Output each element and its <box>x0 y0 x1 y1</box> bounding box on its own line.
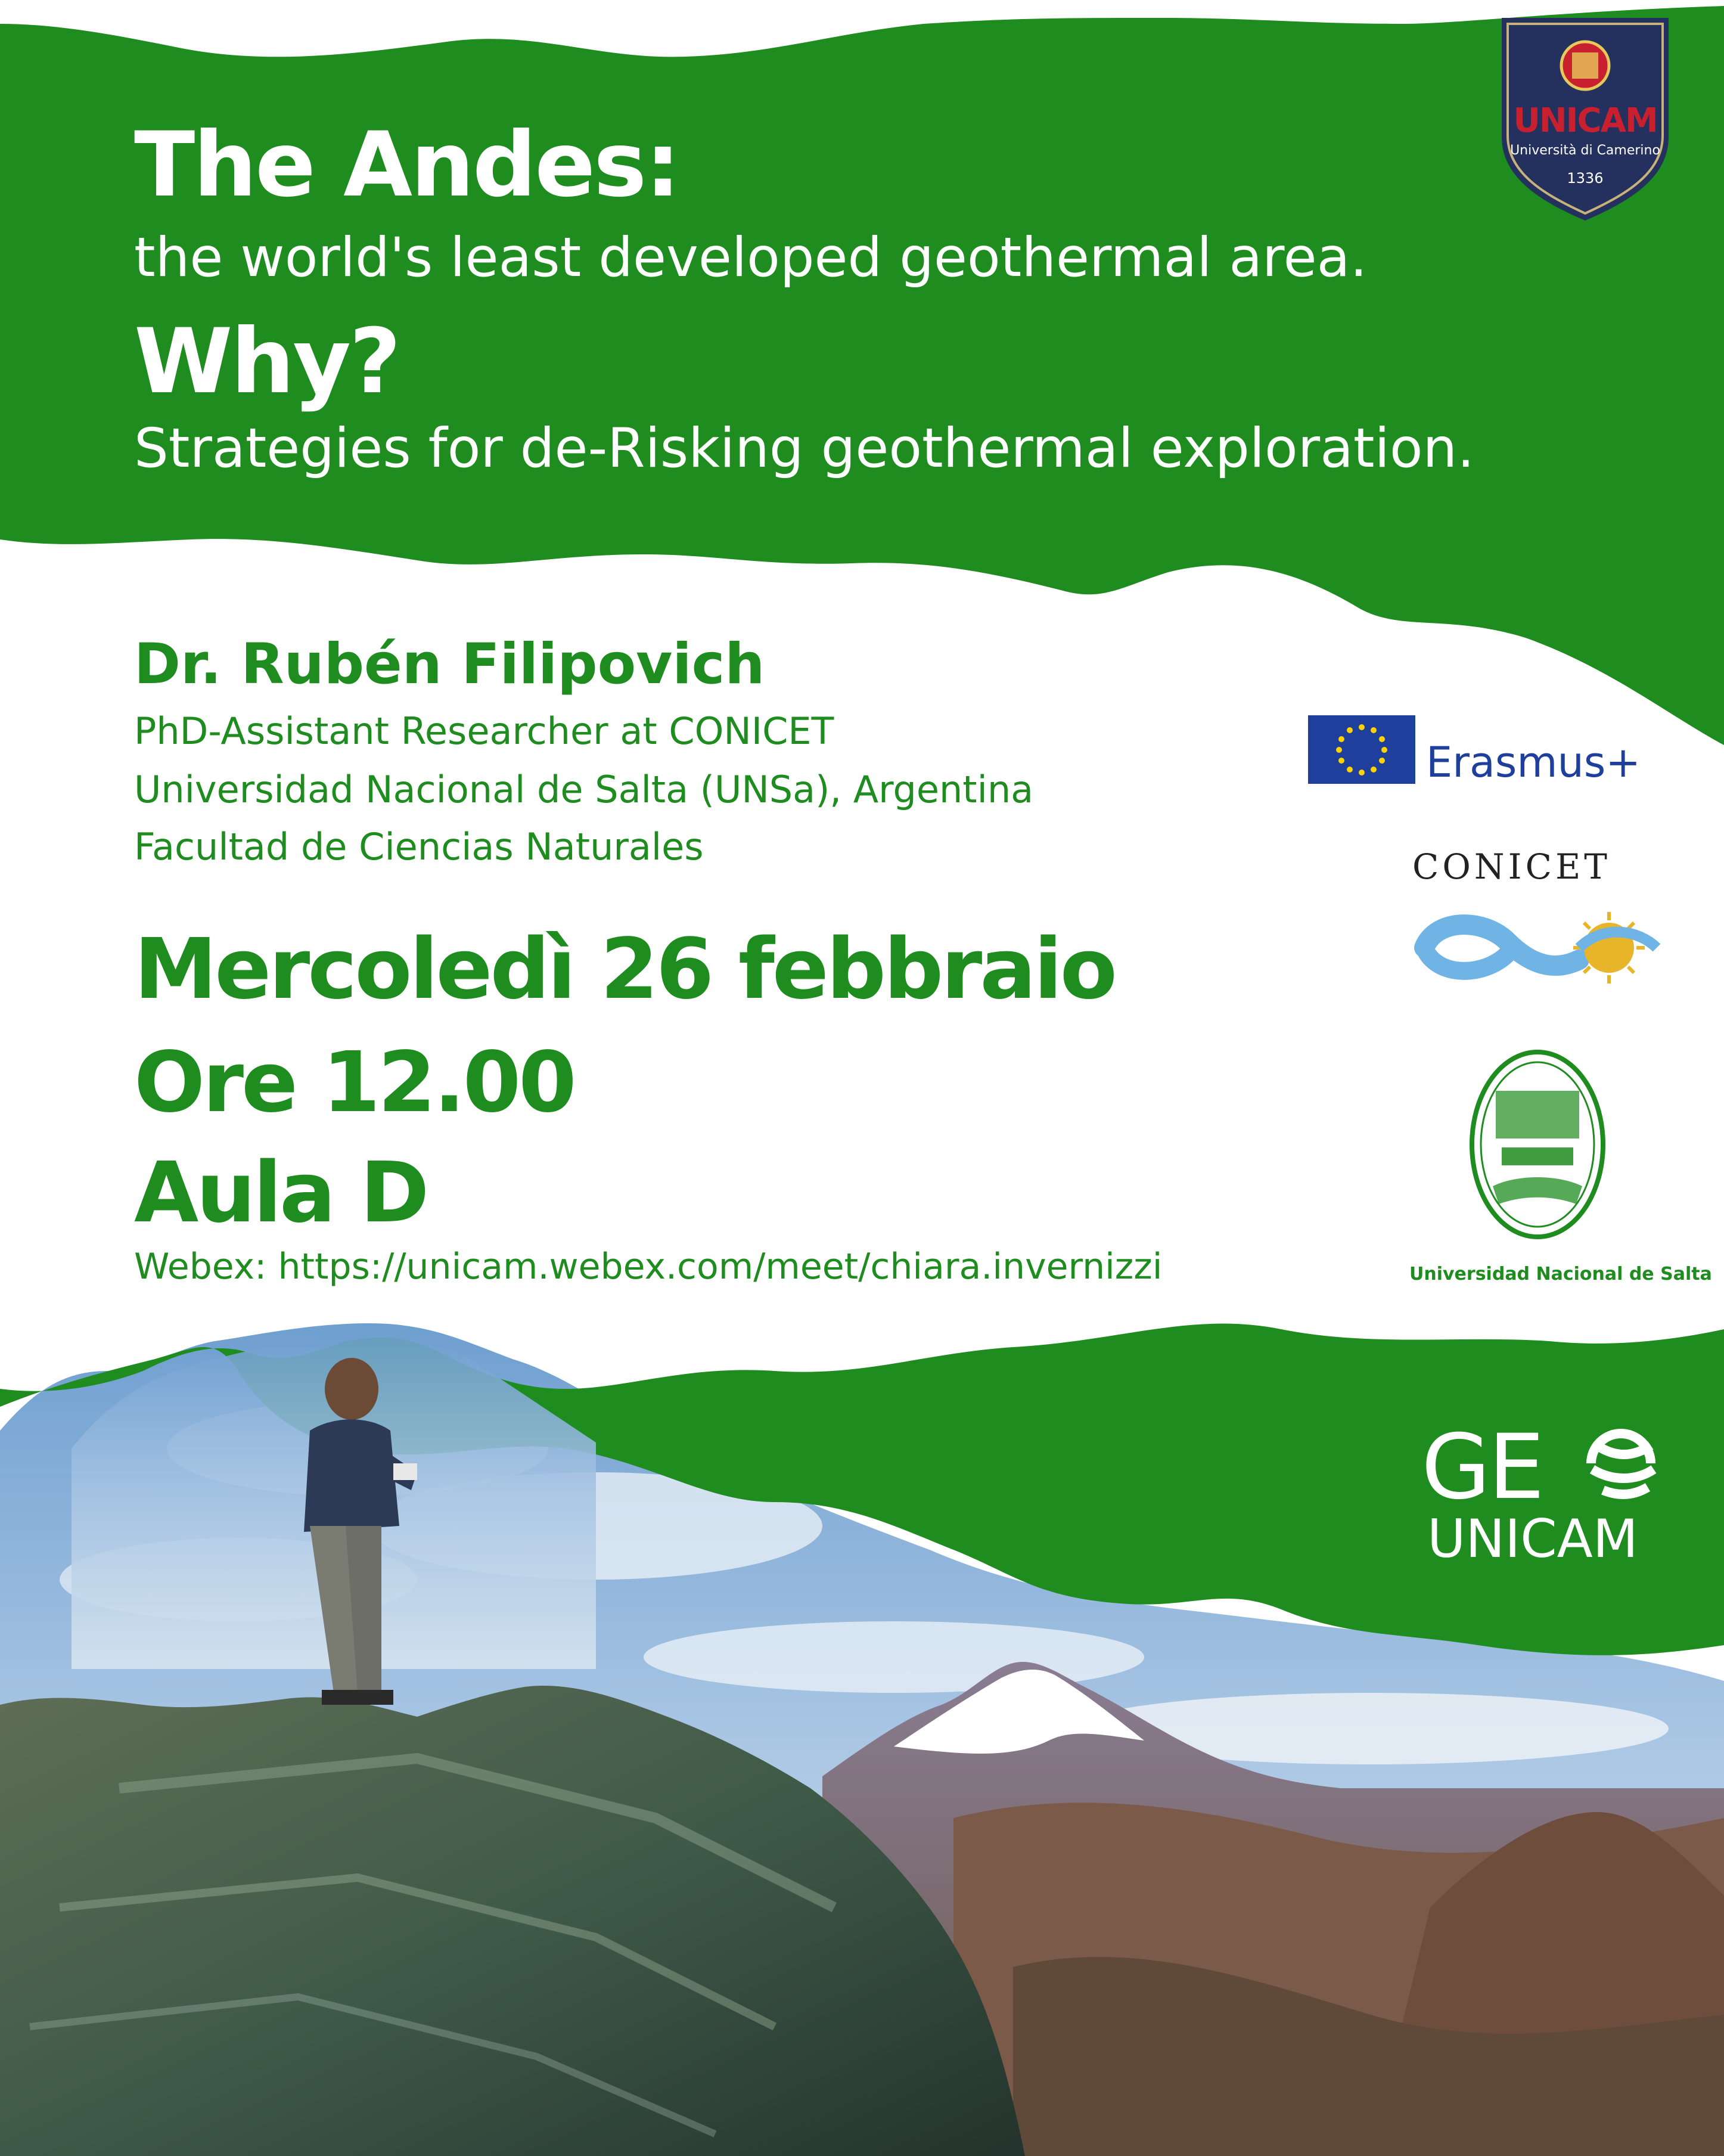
speaker-name: Dr. Rubén Filipovich <box>134 632 765 697</box>
event-date: Mercoledì 26 febbraio <box>134 921 1115 1018</box>
conicet-infinity-icon <box>1412 906 1663 989</box>
title-line-3: Why? <box>134 310 400 414</box>
event-time: Ore 12.00 <box>134 1034 574 1131</box>
title-line-4: Strategies for de-Risking geothermal exploration. <box>134 417 1475 480</box>
event-room: Aula D <box>134 1144 427 1242</box>
speaker-role: PhD-Assistant Researcher at CONICET <box>134 709 834 753</box>
title-line-1: The Andes: <box>134 113 679 217</box>
unsa-seal-icon <box>1469 1049 1606 1240</box>
webex-link[interactable]: Webex: https://unicam.webex.com/meet/chiara.invernizzi <box>134 1246 1163 1288</box>
speaker-faculty: Facultad de Ciencias Naturales <box>134 825 704 868</box>
geo-label-bottom: UNICAM <box>1427 1508 1638 1569</box>
erasmus-label: Erasmus+ <box>1426 738 1641 787</box>
conicet-label: CONICET <box>1412 846 1611 887</box>
unsa-label: Universidad Nacional de Salta <box>1409 1264 1712 1285</box>
unicam-logo <box>1502 18 1669 221</box>
title-line-2: the world's least developed geothermal area. <box>134 227 1368 289</box>
geo-label-top: GE <box>1421 1416 1543 1519</box>
speaker-university: Universidad Nacional de Salta (UNSa), Argentina <box>134 768 1034 811</box>
unicam-subtitle: Università di Camerino <box>1510 143 1660 158</box>
unicam-year: 1336 <box>1567 170 1604 187</box>
eu-flag-icon <box>1308 715 1415 784</box>
globe-icon <box>1579 1422 1663 1505</box>
unicam-name: UNICAM <box>1513 101 1657 140</box>
erasmus-logo <box>1308 715 1678 787</box>
